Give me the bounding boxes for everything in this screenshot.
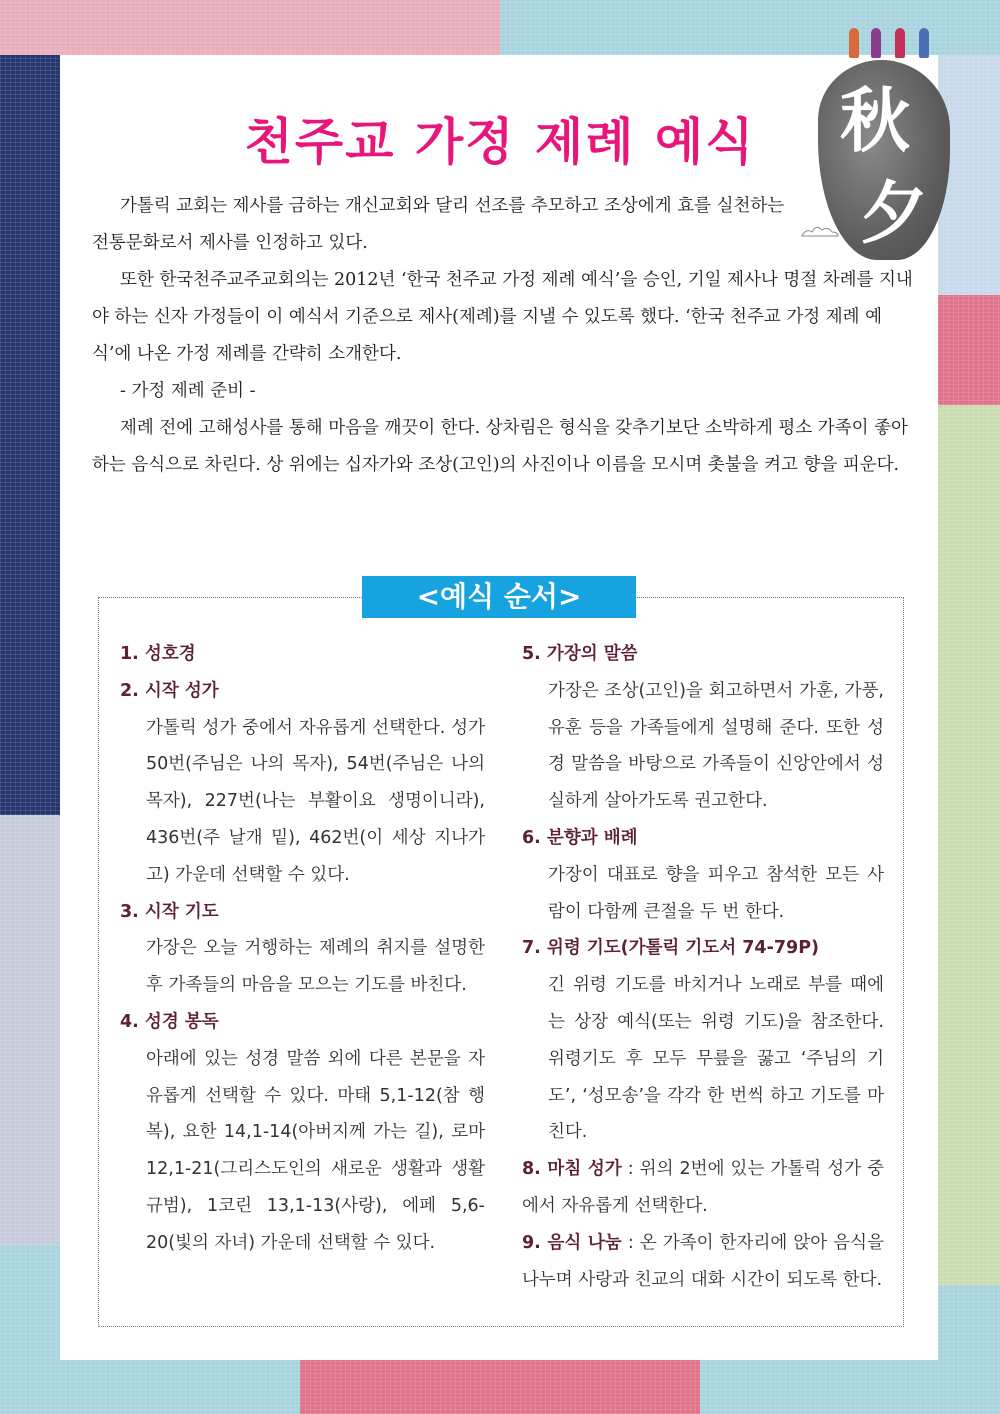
order-item [522, 1225, 884, 1299]
bg-patch [938, 1285, 1000, 1414]
bg-patch [0, 0, 500, 55]
order-item [120, 894, 485, 1004]
order-item-heading: 4. 성경 봉독 [120, 1011, 219, 1032]
bg-patch [700, 1360, 938, 1414]
bg-patch [0, 1245, 60, 1414]
order-item-heading: 2. 시작 성가 [120, 680, 219, 701]
order-item-body: 아래에 있는 성경 말씀 외에 다른 본문을 자유롭게 선택할 수 있다. 마태 5,1-12(참 행복), 요한 14,1-14(아버지께 가는 길), 로마 12,1-21(그리스도인의 새로운 생활과 생활 규범), 1코린 13,1-13(사랑), 에페 5,6-20(빛의 자녀) 가운데 선택할 수 있다. [146, 1048, 485, 1253]
order-item [120, 673, 485, 894]
bg-patch [938, 295, 1000, 405]
order-item-body: 가장은 오늘 거행하는 제례의 취지를 설명한 후 가족들의 마음을 모으는 기도를 바친다. [146, 938, 485, 996]
bg-patch [60, 1360, 300, 1414]
order-column-right [522, 636, 884, 1298]
order-item-body: 가톨릭 성가 중에서 자유롭게 선택한다. 성가 50번(주님은 나의 목자), 54번(주님은 나의 목자), 227번(나는 부활이요 생명이니라), 436번(주 날개 밑), 462번(이 세상 지나가고) 가운데 선택할 수 있다. [146, 717, 485, 885]
bg-patch [300, 1360, 700, 1414]
intro-section [92, 188, 918, 484]
order-item [522, 820, 884, 930]
order-item-heading: 7. 위령 기도(가톨릭 기도서 74-79P) [522, 938, 820, 959]
order-title-badge: <예식 순서> [362, 576, 636, 618]
intro-paragraph: 또한 한국천주교주교회의는 2012년 ‘한국 천주교 가정 제례 예식’을 승인, 기일 제사나 명절 차례를 지내야 하는 신자 가정들이 이 예식서 기준으로 제사(제례)를 지낼 수 있도록 했다. ‘한국 천주교 가정 제례 예식’에 나온 가정 제례를 간략히 소개한다. [92, 270, 913, 364]
page-title: 천주교 가정 제례 예식 [244, 113, 756, 171]
intro-paragraph: 제례 전에 고해성사를 통해 마음을 깨끗이 한다. 상차림은 형식을 갖추기보단 소박하게 평소 가족이 좋아하는 음식으로 차린다. 상 위에는 십자가와 조상(고인)의 사진이나 이름을 모시며 촛불을 켜고 향을 피운다. [92, 418, 908, 475]
intro-paragraph: 가톨릭 교회는 제사를 금하는 개신교회와 달리 선조를 추모하고 조상에게 효를 실천하는 전통문화로서 제사를 인정하고 있다. [92, 196, 785, 253]
order-item [120, 1004, 485, 1262]
order-item-heading: 3. 시작 기도 [120, 901, 219, 922]
order-item [522, 1151, 884, 1225]
order-item-heading: 5. 가장의 말씀 [522, 644, 638, 664]
bg-patch [0, 815, 60, 1245]
order-item-body: : 온 가족이 한자리에 앉아 음식을 나누며 사랑과 친교의 대화 시간이 되도록 한다. [522, 1232, 884, 1290]
order-item-body: 긴 위령 기도를 바치거나 노래로 부를 때에는 상장 예식(또는 위령 기도)을 참조한다. 위령기도 후 모두 무릎을 꿇고 ‘주님의 기도’, ‘성모송’을 각각 한 번씩 하고 기도를 마친다. [548, 975, 884, 1143]
order-item-heading: 6. 분향과 배례 [522, 827, 638, 848]
bg-patch [0, 55, 60, 815]
order-item-body: : 위의 2번에 있는 가톨릭 성가 중에서 자유롭게 선택한다. [522, 1159, 884, 1216]
dancers-illustration [845, 18, 945, 58]
order-item [522, 930, 884, 1151]
order-item [522, 636, 884, 820]
section-subheading: - 가정 제례 준비 - [120, 381, 256, 401]
ornament-char-seok: 夕 [860, 174, 929, 254]
order-item-heading: 1. 성호경 [120, 644, 196, 664]
order-item [120, 636, 485, 673]
order-item-body: 가장이 대표로 향을 피우고 참석한 모든 사람이 다함께 큰절을 두 번 한다. [548, 864, 884, 922]
order-item-heading: 8. 마침 성가 [522, 1159, 622, 1180]
order-item-heading: 9. 음식 나눔 [522, 1232, 622, 1253]
ornament-char-chu: 秋 [840, 79, 910, 162]
bg-patch [938, 405, 1000, 1285]
order-item-body: 가장은 조상(고인)을 회고하면서 가훈, 가풍, 유훈 등을 가족들에게 설명해 준다. 또한 성경 말씀을 바탕으로 가족들이 신앙안에서 성실하게 살아가도록 권고한다. [548, 680, 884, 812]
order-column-left [120, 636, 485, 1262]
